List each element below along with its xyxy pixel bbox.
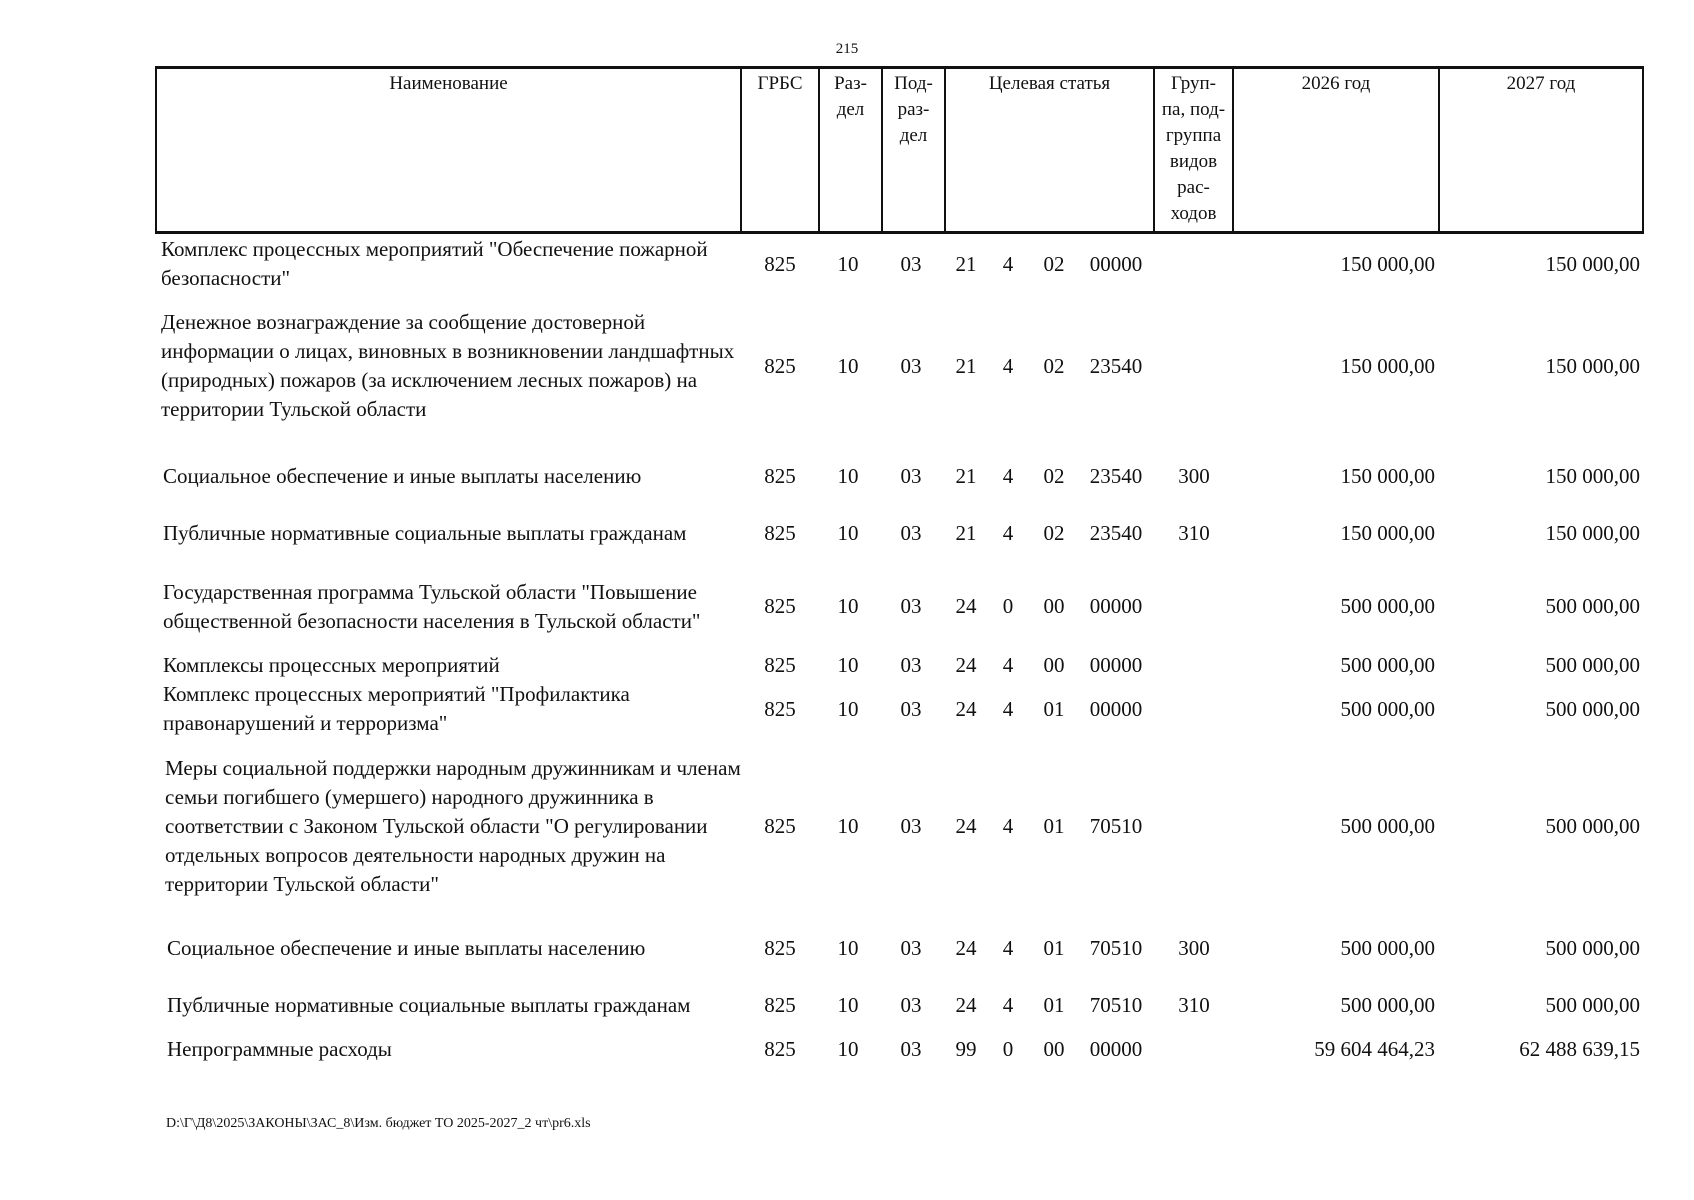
row-cs-direction: 00000 (1089, 696, 1143, 721)
row-cs-sub: 02 (1043, 463, 1065, 488)
row-2026: 500 000,00 (1340, 594, 1435, 618)
table-row (0, 680, 1694, 738)
row-cs-program: 24 (955, 594, 977, 618)
row-grbs: 825 (764, 594, 796, 618)
table-row (0, 458, 1694, 494)
row-grbs: 825 (764, 463, 796, 488)
row-cs-direction: 23540 (1089, 353, 1143, 378)
row-2027: 500 000,00 (1545, 594, 1640, 618)
row-2027: 150 000,00 (1545, 353, 1640, 378)
row-2027: 150 000,00 (1545, 463, 1640, 488)
table-row (0, 930, 1694, 966)
row-cs-sub: 00 (1043, 1036, 1065, 1061)
row-cs-type: 4 (1002, 935, 1014, 960)
row-cs-direction: 23540 (1089, 463, 1143, 488)
row-name: Публичные нормативные социальные выплаты гражданам (163, 520, 687, 545)
row-name: Денежное вознаграждение за сообщение достоверной информации о лицах, виновных в возникновении ландшафтных (природных) пожаров (за исключением лесных пожаров) на территории Тульской области (161, 310, 735, 421)
row-podrazdel: 03 (900, 652, 922, 677)
row-2027: 500 000,00 (1545, 935, 1640, 960)
row-cs-type: 4 (1002, 463, 1014, 488)
row-vr: 310 (1178, 520, 1210, 545)
row-cs-direction: 70510 (1089, 992, 1143, 1017)
row-vr (1158, 650, 1230, 680)
row-2026: 500 000,00 (1340, 813, 1435, 838)
header-2026: 2026 год (1232, 69, 1438, 231)
row-cs-type: 0 (1002, 594, 1014, 618)
row-cs-sub: 00 (1043, 652, 1065, 677)
row-grbs: 825 (764, 353, 796, 378)
header-2027: 2027 год (1438, 69, 1642, 231)
row-cs-direction: 00000 (1089, 1036, 1143, 1061)
row-grbs: 825 (764, 935, 796, 960)
row-podrazdel: 03 (900, 935, 922, 960)
row-2026: 59 604 464,23 (1314, 1036, 1435, 1061)
row-podrazdel: 03 (900, 353, 922, 378)
row-razdel: 10 (837, 520, 859, 545)
row-2026: 500 000,00 (1340, 935, 1435, 960)
row-razdel: 10 (837, 251, 859, 276)
row-vr: 310 (1178, 992, 1210, 1017)
row-cs-program: 21 (955, 520, 977, 545)
row-2027: 500 000,00 (1545, 992, 1640, 1017)
table-row (0, 752, 1694, 900)
table-row (0, 236, 1694, 292)
row-cs-direction: 00000 (1089, 594, 1143, 618)
row-cs-sub: 02 (1043, 251, 1065, 276)
row-2027: 500 000,00 (1545, 813, 1640, 838)
row-2026: 500 000,00 (1340, 696, 1435, 721)
row-cs-program: 21 (955, 251, 977, 276)
row-cs-program: 24 (955, 992, 977, 1017)
row-razdel: 10 (837, 652, 859, 677)
row-cs-type: 4 (1002, 652, 1014, 677)
row-cs-program: 24 (955, 813, 977, 838)
row-cs-type: 4 (1002, 353, 1014, 378)
row-name: Социальное обеспечение и иные выплаты населению (167, 935, 646, 960)
row-cs-sub: 02 (1043, 520, 1065, 545)
row-razdel: 10 (837, 992, 859, 1017)
row-cs-sub: 01 (1043, 813, 1065, 838)
row-grbs: 825 (764, 520, 796, 545)
row-cs-sub: 00 (1043, 594, 1065, 618)
table-row (0, 563, 1694, 650)
table-row (0, 306, 1694, 426)
row-2026: 150 000,00 (1340, 353, 1435, 378)
row-grbs: 825 (764, 696, 796, 721)
row-2027: 62 488 639,15 (1519, 1036, 1640, 1061)
row-cs-type: 4 (1002, 520, 1014, 545)
row-name: Комплекс процессных мероприятий "Профилактика правонарушений и терроризма" (163, 682, 630, 735)
row-grbs: 825 (764, 813, 796, 838)
row-vr (1158, 752, 1230, 900)
row-razdel: 10 (837, 1036, 859, 1061)
table-header (155, 66, 1644, 234)
row-cs-direction: 23540 (1089, 520, 1143, 545)
row-grbs: 825 (764, 251, 796, 276)
table-row (0, 976, 1694, 1034)
row-vr (1158, 306, 1230, 426)
row-cs-type: 4 (1002, 813, 1014, 838)
row-cs-type: 4 (1002, 696, 1014, 721)
row-cs-direction: 70510 (1089, 813, 1143, 838)
row-razdel: 10 (837, 813, 859, 838)
row-grbs: 825 (764, 992, 796, 1017)
row-podrazdel: 03 (900, 251, 922, 276)
row-cs-sub: 01 (1043, 696, 1065, 721)
row-cs-sub: 02 (1043, 353, 1065, 378)
header-podrazdel: Под- раз- дел (881, 69, 944, 231)
row-2026: 150 000,00 (1340, 463, 1435, 488)
row-2027: 150 000,00 (1545, 251, 1640, 276)
header-gruppa-vidov: Груп- па, под- группа видов рас- ходов (1153, 69, 1232, 231)
row-name: Меры социальной поддержки народным дружинникам и членам семьи погибшего (умершего) народного дружинника в соответствии с Законом Тульской области "О регулировании отдельных вопросов деятельности народных дружин на территории Тульской области" (165, 755, 741, 896)
row-podrazdel: 03 (900, 696, 922, 721)
row-cs-direction: 00000 (1089, 251, 1143, 276)
row-2026: 500 000,00 (1340, 992, 1435, 1017)
row-2026: 150 000,00 (1340, 520, 1435, 545)
footer-file-path: D:\Г\Д8\2025\ЗАКОНЫ\ЗАС_8\Изм. бюджет ТО 2025-2027_2 чт\pr6.xls (166, 1116, 591, 1131)
row-grbs: 825 (764, 652, 796, 677)
row-podrazdel: 03 (900, 992, 922, 1017)
row-name: Государственная программа Тульской области "Повышение общественной безопасности населения в Тульской области" (163, 579, 701, 633)
row-razdel: 10 (837, 594, 859, 618)
row-vr (1158, 680, 1230, 738)
row-razdel: 10 (837, 353, 859, 378)
row-2027: 150 000,00 (1545, 520, 1640, 545)
page-number: 215 (835, 41, 859, 57)
row-razdel: 10 (837, 463, 859, 488)
row-cs-type: 4 (1002, 251, 1014, 276)
row-2026: 500 000,00 (1340, 652, 1435, 677)
row-cs-direction: 70510 (1089, 935, 1143, 960)
row-2026: 150 000,00 (1340, 251, 1435, 276)
row-name: Комплекс процессных мероприятий "Обеспечение пожарной безопасности" (161, 237, 708, 290)
row-2027: 500 000,00 (1545, 696, 1640, 721)
row-podrazdel: 03 (900, 463, 922, 488)
table-row (0, 1034, 1694, 1064)
header-grbs: ГРБС (740, 69, 818, 231)
row-name: Публичные нормативные социальные выплаты гражданам (167, 992, 691, 1017)
row-grbs: 825 (764, 1036, 796, 1061)
row-cs-program: 21 (955, 463, 977, 488)
row-podrazdel: 03 (900, 594, 922, 618)
row-razdel: 10 (837, 696, 859, 721)
row-cs-program: 21 (955, 353, 977, 378)
row-cs-sub: 01 (1043, 935, 1065, 960)
row-2027: 500 000,00 (1545, 652, 1640, 677)
row-cs-type: 0 (1002, 1036, 1014, 1061)
row-vr (1158, 1034, 1230, 1064)
row-name: Комплексы процессных мероприятий (163, 652, 500, 677)
row-cs-program: 99 (955, 1036, 977, 1061)
row-cs-direction: 00000 (1089, 652, 1143, 677)
header-name: Наименование (389, 73, 508, 94)
row-podrazdel: 03 (900, 520, 922, 545)
row-podrazdel: 03 (900, 813, 922, 838)
table-row (0, 504, 1694, 562)
row-cs-program: 24 (955, 935, 977, 960)
row-cs-program: 24 (955, 652, 977, 677)
row-name: Социальное обеспечение и иные выплаты населению (163, 463, 642, 488)
header-celevaya-statya: Целевая статья (944, 69, 1153, 231)
row-vr: 300 (1178, 463, 1210, 488)
row-cs-program: 24 (955, 696, 977, 721)
header-razdel: Раз- дел (818, 69, 881, 231)
row-cs-sub: 01 (1043, 992, 1065, 1017)
row-vr (1158, 563, 1230, 650)
row-vr (1158, 236, 1230, 292)
row-podrazdel: 03 (900, 1036, 922, 1061)
row-razdel: 10 (837, 935, 859, 960)
row-name: Непрограммные расходы (167, 1036, 392, 1061)
table-row (0, 650, 1694, 680)
row-cs-type: 4 (1002, 992, 1014, 1017)
row-vr: 300 (1178, 935, 1210, 960)
